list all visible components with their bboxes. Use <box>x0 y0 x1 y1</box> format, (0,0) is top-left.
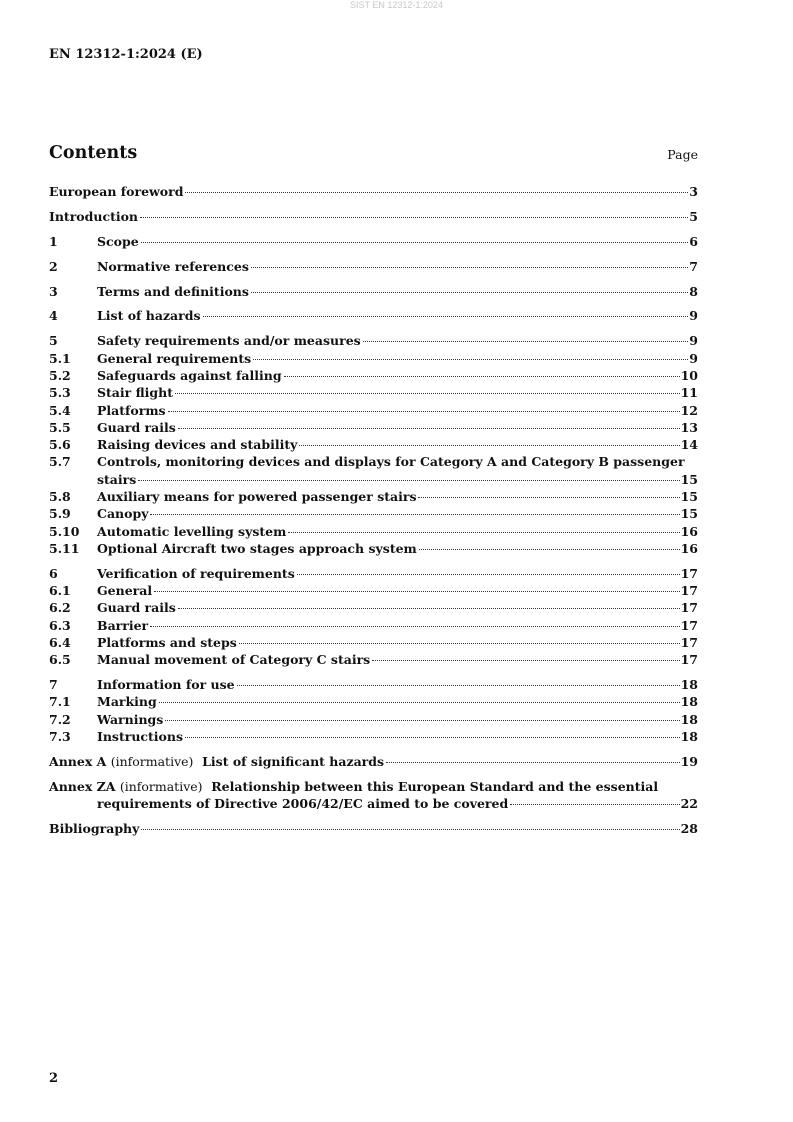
dot-leader <box>251 292 688 293</box>
toc-entry-title: Platforms <box>97 402 166 418</box>
dot-leader <box>418 497 679 498</box>
toc-entry-title: Verification of requirements <box>97 565 295 581</box>
toc-entry-page: 5 <box>689 208 698 224</box>
toc-entry[interactable] <box>49 283 698 300</box>
document-id: EN 12312-1:2024 (E) <box>49 47 203 62</box>
dot-leader <box>251 267 688 268</box>
dot-leader <box>284 376 680 377</box>
toc-entry-number: 5.4 <box>49 402 71 418</box>
dot-leader <box>165 720 679 721</box>
toc-entry-page: 16 <box>680 523 698 539</box>
toc-entry-title: List of hazards <box>97 308 201 324</box>
toc-entry[interactable] <box>49 693 698 710</box>
toc-entry-number: 5.5 <box>49 419 71 435</box>
toc-entry-title: Guard rails <box>97 419 176 435</box>
toc-entry-number: 6.5 <box>49 652 71 668</box>
toc-entry-number: 4 <box>49 308 58 324</box>
annex-entry[interactable] <box>49 753 698 770</box>
annex-page: 19 <box>680 753 698 769</box>
dot-leader <box>159 702 680 703</box>
toc-entry[interactable] <box>49 523 698 540</box>
dot-leader <box>363 341 689 342</box>
toc-entry-number: 5.2 <box>49 367 71 383</box>
dot-leader <box>299 445 679 446</box>
dot-leader <box>372 660 679 661</box>
toc-entry-title: Normative references <box>97 258 249 274</box>
toc-entry[interactable] <box>49 505 698 522</box>
toc-entry-number: 5 <box>49 333 58 349</box>
annex-label: Annex ZA <box>49 778 116 794</box>
bibliography-page: 28 <box>680 821 698 837</box>
toc-entry-title: Canopy <box>97 506 149 522</box>
toc-entry[interactable] <box>49 488 698 505</box>
page-column-label: Page <box>667 147 698 162</box>
toc-entry-page: 9 <box>689 308 698 324</box>
toc-entry-number: 7.3 <box>49 729 71 745</box>
dot-leader <box>178 608 680 609</box>
dot-leader <box>297 574 680 575</box>
toc-entry-number: 5.1 <box>49 350 71 366</box>
bibliography-title: Bibliography <box>49 821 140 837</box>
toc-entry-number: 6 <box>49 565 58 581</box>
toc-entry[interactable] <box>49 402 698 419</box>
toc-entry-title: Introduction <box>49 208 139 224</box>
toc-entry-page: 17 <box>680 600 698 616</box>
dot-leader <box>154 591 679 592</box>
toc-entry-number: 5.9 <box>49 506 71 522</box>
toc-entry-page: 8 <box>689 283 698 299</box>
toc-entry-title: Terms and definitions <box>97 283 249 299</box>
dot-leader <box>239 643 680 644</box>
dot-leader <box>510 804 679 805</box>
toc-entry-number: 5.3 <box>49 385 71 401</box>
annex-informative-tag: (informative) <box>110 753 194 769</box>
toc-entry-page: 14 <box>680 437 698 453</box>
toc-entry-title: Controls, monitoring devices and displays for Category A and Category B passenger <box>97 454 685 470</box>
toc-entry-number: 6.3 <box>49 617 71 633</box>
toc-entry-page: 15 <box>680 506 698 522</box>
toc-entry-page: 17 <box>680 583 698 599</box>
toc-entry-number: 6.4 <box>49 634 71 650</box>
dot-leader <box>253 359 688 360</box>
dot-leader <box>140 217 688 218</box>
toc-entry-page: 3 <box>689 184 698 199</box>
toc-entry-page: 18 <box>680 729 698 745</box>
toc-entry-page: 9 <box>689 350 698 366</box>
toc-entry[interactable] <box>49 540 698 557</box>
toc-entry-page: 15 <box>680 489 698 505</box>
toc-entry-title-continued: stairs <box>97 471 137 487</box>
toc-entry-title: Safeguards against falling <box>97 367 282 383</box>
toc-entry-number: 7.2 <box>49 711 71 727</box>
toc-entry[interactable] <box>49 634 698 651</box>
page-number: 2 <box>49 1071 59 1086</box>
toc-entry[interactable] <box>49 208 698 225</box>
dot-leader <box>237 685 680 686</box>
dot-leader <box>168 411 680 412</box>
toc-entry-title: Guard rails <box>97 600 176 616</box>
dot-leader <box>141 829 679 830</box>
toc-entry-number: 6.1 <box>49 583 71 599</box>
toc-entry[interactable] <box>49 332 698 349</box>
dot-leader <box>203 316 689 317</box>
dot-leader <box>175 393 680 394</box>
toc-entry-number: 5.6 <box>49 437 71 453</box>
toc-entry-title: Platforms and steps <box>97 634 237 650</box>
annex-label: Annex A <box>49 753 107 769</box>
toc-entry-number: 5.7 <box>49 454 71 470</box>
annex-informative-tag: (informative) <box>119 778 203 794</box>
annex-title: List of significant hazards <box>202 753 385 769</box>
toc-entry-page: 18 <box>680 677 698 693</box>
toc-entry[interactable] <box>49 582 698 599</box>
toc-entry-title: Scope <box>97 233 139 249</box>
toc-entry-page: 7 <box>689 258 698 274</box>
dot-leader <box>141 242 689 243</box>
toc-entry[interactable] <box>49 711 698 728</box>
toc-entry[interactable] <box>49 419 698 436</box>
toc-entry[interactable] <box>49 599 698 616</box>
toc-entry[interactable] <box>49 436 698 453</box>
toc-entry-title: General <box>97 583 153 599</box>
toc-entry-number: 2 <box>49 258 58 274</box>
toc-entry-title: European foreword <box>49 184 184 199</box>
toc-entry-title: Automatic levelling system <box>97 523 287 539</box>
toc-entry[interactable] <box>49 350 698 367</box>
toc-entry-page: 17 <box>680 617 698 633</box>
toc-entry[interactable] <box>49 183 698 200</box>
toc-entry-number: 5.10 <box>49 523 80 539</box>
toc-entry-title: Safety requirements and/or measures <box>97 333 361 349</box>
toc-entry[interactable] <box>49 384 698 401</box>
dot-leader <box>185 737 680 738</box>
toc-entry[interactable] <box>49 651 698 668</box>
toc-entry-page: 18 <box>680 711 698 727</box>
toc-entry-number: 1 <box>49 233 58 249</box>
dot-leader <box>150 626 679 627</box>
toc-entry-page: 9 <box>689 333 698 349</box>
contents-heading: Contents <box>49 143 138 163</box>
annex-entry-line <box>49 795 698 812</box>
toc-entry-title: Raising devices and stability <box>97 437 298 453</box>
toc-entry-title: Marking <box>97 694 157 710</box>
toc-entry-title: Stair flight <box>97 385 174 401</box>
toc-entry-page: 17 <box>680 565 698 581</box>
toc-entry-line <box>49 453 698 470</box>
toc-entry-page: 17 <box>680 652 698 668</box>
toc-entry[interactable] <box>49 453 698 488</box>
toc-entry-number: 6.2 <box>49 600 71 616</box>
toc-entry-page: 17 <box>680 634 698 650</box>
toc-entry-title: Manual movement of Category C stairs <box>97 652 371 668</box>
toc-entry-number: 3 <box>49 283 58 299</box>
toc-entry-page: 16 <box>680 540 698 556</box>
toc-entry-title: Instructions <box>97 729 184 745</box>
dot-leader <box>419 549 680 550</box>
annex-entry-line <box>49 778 698 795</box>
toc-entry-title: Information for use <box>97 677 235 693</box>
toc-entry-page: 11 <box>680 385 698 401</box>
toc-entry[interactable] <box>49 617 698 634</box>
toc-entry-title: Warnings <box>97 711 164 727</box>
toc-entry-title: Optional Aircraft two stages approach system <box>97 540 417 556</box>
annex-page: 22 <box>680 796 698 812</box>
toc-entry[interactable] <box>49 307 698 324</box>
toc-entry-page: 13 <box>680 419 698 435</box>
watermark-text: SIST EN 12312-1:2024 <box>350 0 443 10</box>
annex-entry[interactable] <box>49 778 698 813</box>
bibliography-entry[interactable] <box>49 820 698 837</box>
toc-entry-number: 7.1 <box>49 694 71 710</box>
toc-entry-page: 18 <box>680 694 698 710</box>
dot-leader <box>386 762 680 763</box>
table-of-contents <box>49 183 698 837</box>
toc-entry[interactable] <box>49 258 698 275</box>
annex-title-continued: requirements of Directive 2006/42/EC aimed to be covered <box>97 796 509 812</box>
toc-entry[interactable] <box>49 565 698 582</box>
dot-leader <box>185 192 688 193</box>
dot-leader <box>138 480 679 481</box>
toc-entry-title: Barrier <box>97 617 149 633</box>
toc-entry-title: General requirements <box>97 350 252 366</box>
toc-entry-page: 6 <box>689 233 698 249</box>
dot-leader <box>150 514 679 515</box>
toc-entry-number: 5.8 <box>49 489 71 505</box>
toc-entry-title: Auxiliary means for powered passenger stairs <box>97 489 417 505</box>
toc-entry-page: 10 <box>680 367 698 383</box>
toc-entry[interactable] <box>49 367 698 384</box>
toc-entry-number: 5.11 <box>49 540 80 556</box>
toc-entry[interactable] <box>49 728 698 745</box>
dot-leader <box>178 428 680 429</box>
toc-entry[interactable] <box>49 676 698 693</box>
toc-entry-line <box>49 471 698 488</box>
dot-leader <box>288 532 679 533</box>
toc-entry-page: 12 <box>680 402 698 418</box>
annex-title: Relationship between this European Standard and the essential <box>211 778 659 794</box>
toc-entry-page: 15 <box>680 471 698 487</box>
toc-entry-number: 7 <box>49 677 58 693</box>
toc-entry[interactable] <box>49 233 698 250</box>
